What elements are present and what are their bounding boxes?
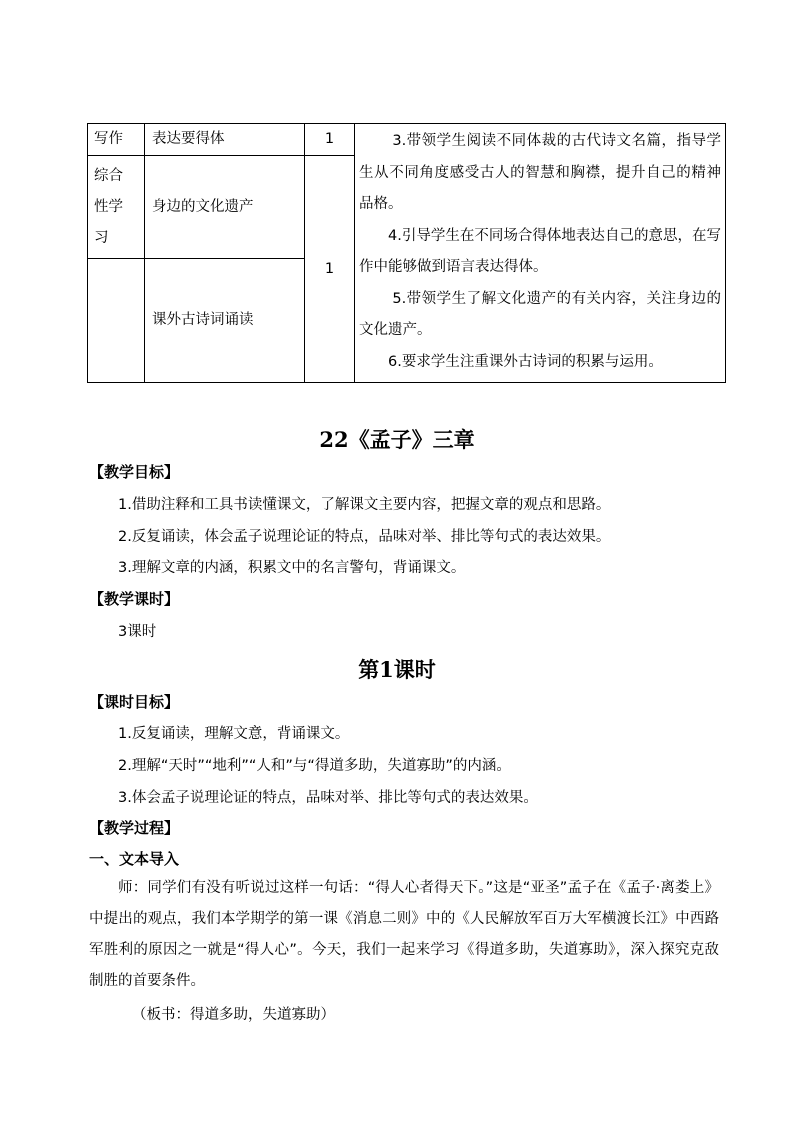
goal-item: 6.要求学生注重课外古诗词的积累与运用。: [388, 353, 663, 370]
teaching-goal-item: 2.反复诵读，体会孟子说理论证的特点，品味对举、排比等句式的表达效果。: [118, 529, 611, 545]
unit-plan-table: [87, 123, 726, 383]
teaching-goal-item: 3.理解文章的内涵，积累文中的名言警句，背诵课文。: [118, 560, 466, 576]
goal-item: 4.引导学生在不同场合得体地表达自己的意思，在写作中能够做到语言表达得体。: [359, 227, 721, 275]
teaching-goal-item: 1.借助注释和工具书读懂课文，了解课文主要内容，把握文章的观点和思路。: [118, 497, 611, 513]
board-note: （板书：得道多助，失道寡助）: [132, 1007, 335, 1023]
process-label: 【教学过程】: [89, 819, 180, 837]
session-goal-item: 1.反复诵读，理解文意，背诵课文。: [118, 726, 350, 742]
category-line: 综合: [94, 167, 123, 184]
session-goals-label: 【课时目标】: [89, 693, 180, 711]
goal-item: 3.带领学生阅读不同体裁的古代诗文名篇，指导学生从不同角度感受古人的智慧和胸襟，提升自己的精神品格。: [359, 133, 721, 212]
category-line: 习: [94, 229, 109, 246]
category-cell: [88, 156, 145, 259]
teaching-goals-label: 【教学目标】: [89, 463, 180, 481]
topic-cell: 表达要得体: [145, 124, 305, 156]
hours-cell: 1: [305, 124, 355, 156]
session-goal-item: 3.体会孟子说理论证的特点，品味对举、排比等句式的表达效果。: [118, 790, 538, 806]
category-cell: 写作: [88, 124, 145, 156]
category-line: 性学: [94, 198, 123, 215]
category-cell: [88, 259, 145, 383]
lesson-title: 22《孟子》三章: [319, 427, 475, 452]
table-row: [88, 124, 726, 156]
goal-item: 5.带领学生了解文化遗产的有关内容，关注身边的文化遗产。: [359, 290, 721, 338]
intro-paragraph: [89, 873, 719, 997]
topic-cell: 课外古诗词诵读: [145, 259, 305, 383]
section-title: 一、文本导入: [89, 850, 180, 868]
class-hours-value: 3课时: [118, 624, 157, 640]
class-hours-label: 【教学课时】: [89, 590, 180, 608]
paragraph-text: 师：同学们有没有听说过这样一句话：“得人心者得天下。”这是“亚圣”孟子在《孟子·离娄上》中提出的观点，我们本学期学的第一课《消息二则》中的《人民解放军百万大军横渡长江》中西路军胜利的原因之一就是“得人心”。今天，我们一起来学习《得道多助，失道寡助》，深入探究克敌制胜的首要条件。: [89, 880, 719, 989]
session-title: 第1课时: [358, 657, 436, 682]
goals-cell: [355, 124, 726, 383]
topic-cell: 身边的文化遗产: [145, 156, 305, 259]
session-goal-item: 2.理解“天时”“地利”“人和”与“得道多助，失道寡助”的内涵。: [118, 758, 511, 774]
hours-cell: 1: [305, 156, 355, 383]
